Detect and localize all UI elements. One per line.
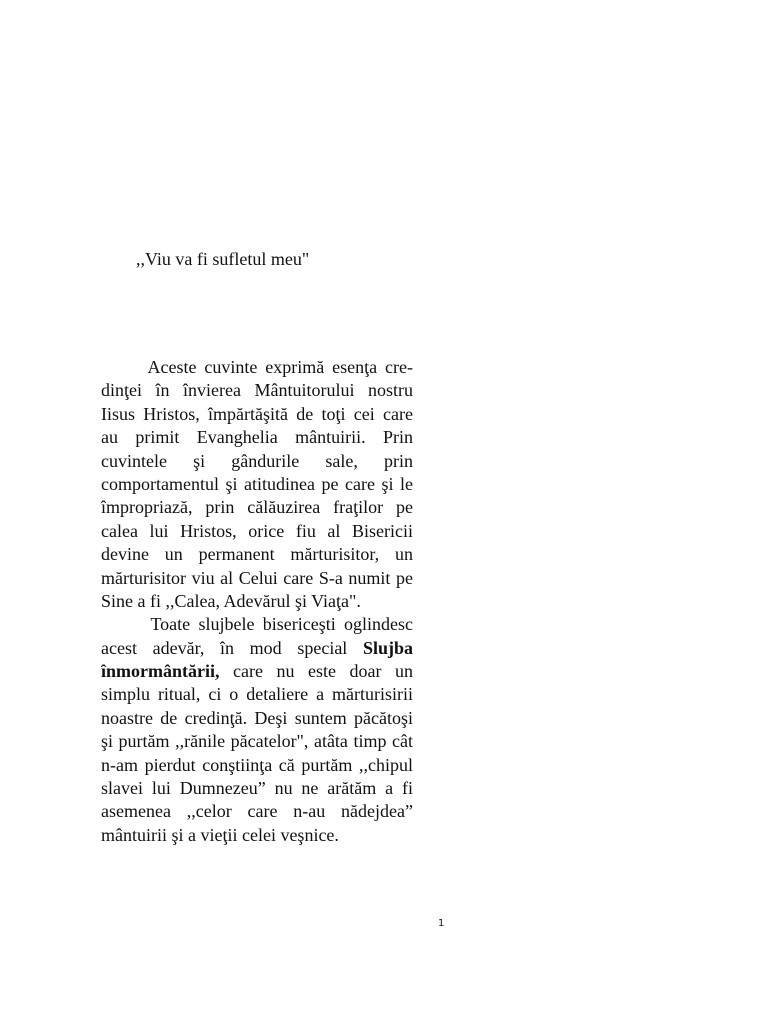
- text-line: slavei lui Dumnezeu” nu ne arătăm a fi: [101, 778, 413, 799]
- text-line: Toate slujbele bisericeşti oglindesc: [101, 614, 413, 635]
- text-line: împropriază, prin călăuzirea fraţilor pe: [101, 497, 413, 518]
- text-line: dinţei în învierea Mântuitorului nostru: [101, 380, 413, 401]
- page-number: 1: [438, 918, 445, 929]
- body-text: [101, 356, 413, 847]
- text-line: [101, 637, 413, 660]
- text-run: acest adevăr, în mod special: [101, 637, 363, 658]
- bold-text-run: înmormântării,: [101, 661, 220, 682]
- text-line: n-am pierdut conştiinţa că purtăm ,,chipul: [101, 754, 413, 775]
- text-line: comportamentul şi atitudinea pe care şi le: [101, 473, 413, 494]
- bold-text-run: Slujba: [362, 637, 413, 658]
- text-line: mântuirii şi a vieţii celei veşnice.: [101, 824, 339, 845]
- text-line: calea lui Hristos, orice fiu al Bisericii: [101, 520, 413, 541]
- text-line: [101, 660, 413, 683]
- text-line: Iisus Hristos, împărtăşită de toţi cei care: [101, 403, 413, 424]
- text-line: devine un permanent mărturisitor, un: [101, 544, 413, 565]
- paragraph-1: [101, 356, 413, 613]
- text-line: noastre de credinţă. Deşi suntem păcătoşi: [101, 707, 413, 728]
- text-line: asemenea ,,celor care n-au nădejdea”: [101, 801, 413, 822]
- text-line: simplu ritual, ci o detaliere a mărturisirii: [101, 684, 413, 705]
- text-line: Sine a fi ,,Calea, Adevărul şi Viaţa".: [101, 590, 361, 611]
- text-line: cuvintele şi gândurile sale, prin: [101, 450, 413, 471]
- paragraph-2: [101, 613, 413, 847]
- text-line: au primit Evanghelia mântuirii. Prin: [101, 427, 413, 448]
- text-line: Aceste cuvinte exprimă esenţa cre-: [101, 357, 413, 377]
- page-title: ,,Viu va fi sufletul meu": [136, 249, 310, 269]
- text-run: care nu este doar un: [219, 661, 413, 682]
- text-line: şi purtăm ,,rănile păcatelor", atâta timp cât: [101, 731, 413, 752]
- text-line: mărturisitor viu al Celui care S-a numit pe: [101, 567, 413, 588]
